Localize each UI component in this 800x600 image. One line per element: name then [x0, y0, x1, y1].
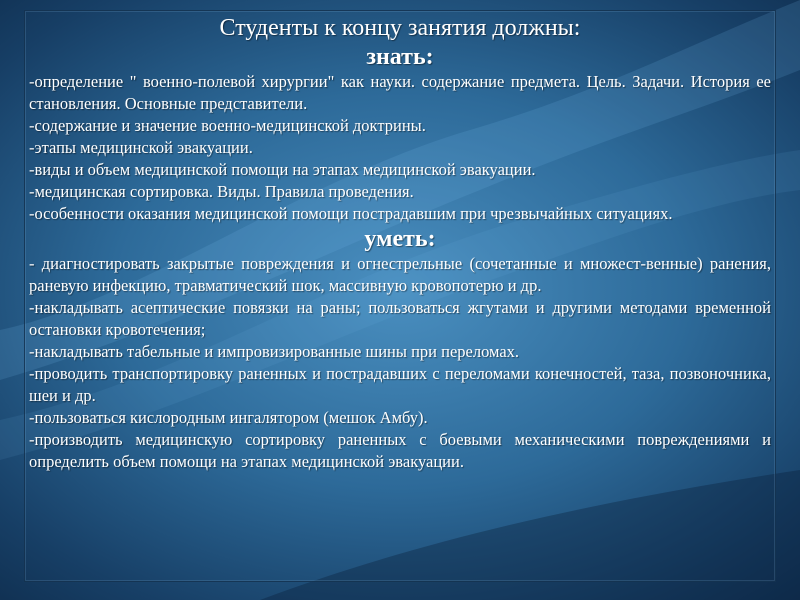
able-item: -пользоваться кислородным ингалятором (мешок Амбу).	[29, 408, 428, 427]
know-item: -определение " военно-полевой хирургии" как науки. содержание предмета. Цель. Задачи. История ее становления. Основные представители.	[29, 72, 771, 113]
able-item: - диагностировать закрытые повреждения и огнестрельные (сочетанные и множест-венные) ранения, раневую инфекцию, травматический шок, массивную кровопотерю и др.	[29, 254, 771, 295]
know-list	[29, 71, 771, 225]
slide-content	[29, 13, 771, 473]
know-item: -содержание и значение военно-медицинской доктрины.	[29, 116, 426, 135]
able-item: -накладывать асептические повязки на раны; пользоваться жгутами и другими методами временной остановки кровотечения;	[29, 298, 771, 339]
know-heading: знать:	[366, 44, 434, 70]
able-item: -проводить транспортировку раненных и пострадавших с переломами конечностей, таза, позвоночника, шеи и др.	[29, 364, 771, 405]
slide-title: Студенты к концу занятия должны:	[219, 15, 581, 41]
know-item: -этапы медицинской эвакуации.	[29, 138, 253, 157]
know-item: -особенности оказания медицинской помощи пострадавшим при чрезвычайных ситуациях.	[29, 204, 673, 223]
able-list	[29, 253, 771, 473]
able-item: -производить медицинскую сортировку раненных с боевыми механическими повреждениями и определить объем помощи на этапах медицинской эвакуации.	[29, 430, 771, 471]
know-item: -виды и объем медицинской помощи на этапах медицинской эвакуации.	[29, 160, 536, 179]
able-heading: уметь:	[364, 226, 436, 252]
able-item: -накладывать табельные и импровизированные шины при переломах.	[29, 342, 520, 361]
know-item: -медицинская сортировка. Виды. Правила проведения.	[29, 182, 414, 201]
